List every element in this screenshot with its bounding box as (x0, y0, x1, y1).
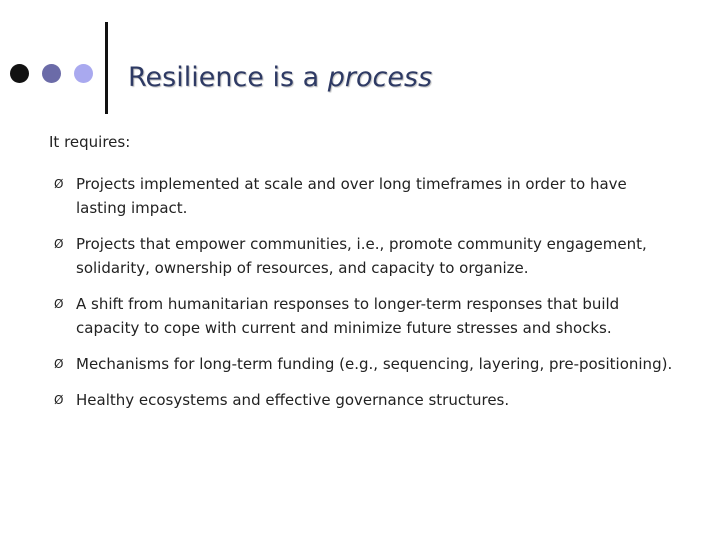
arrow-bullet-icon: Ø (54, 177, 64, 191)
title-divider (105, 22, 108, 114)
list-item (54, 352, 674, 376)
dot-icon (10, 64, 29, 83)
dot-icon (74, 64, 93, 83)
bullet-list (54, 172, 674, 424)
slide-title (128, 60, 432, 96)
title-main: Resilience is a (128, 62, 328, 93)
arrow-bullet-icon: Ø (54, 297, 64, 311)
arrow-bullet-icon: Ø (54, 393, 64, 407)
list-item (54, 388, 674, 412)
list-item (54, 172, 674, 220)
bullet-text: Projects implemented at scale and over long timeframes in order to have lasting impact. (76, 175, 627, 217)
list-item (54, 232, 674, 280)
bullet-text: A shift from humanitarian responses to longer-term responses that build capacity to cope with current and minimize future stresses and shocks. (76, 295, 620, 337)
arrow-bullet-icon: Ø (54, 237, 64, 251)
bullet-text: Mechanisms for long-term funding (e.g., sequencing, layering, pre-positioning). (76, 355, 673, 373)
decorative-dots (10, 64, 100, 84)
bullet-text: Projects that empower communities, i.e., promote community engagement, solidarity, ownership of resources, and capacity to organize. (76, 235, 647, 277)
list-item (54, 292, 674, 340)
intro-text: It requires: (49, 133, 131, 151)
bullet-text: Healthy ecosystems and effective governance structures. (76, 391, 510, 409)
arrow-bullet-icon: Ø (54, 357, 64, 371)
title-emphasis: process (327, 62, 433, 93)
dot-icon (42, 64, 61, 83)
